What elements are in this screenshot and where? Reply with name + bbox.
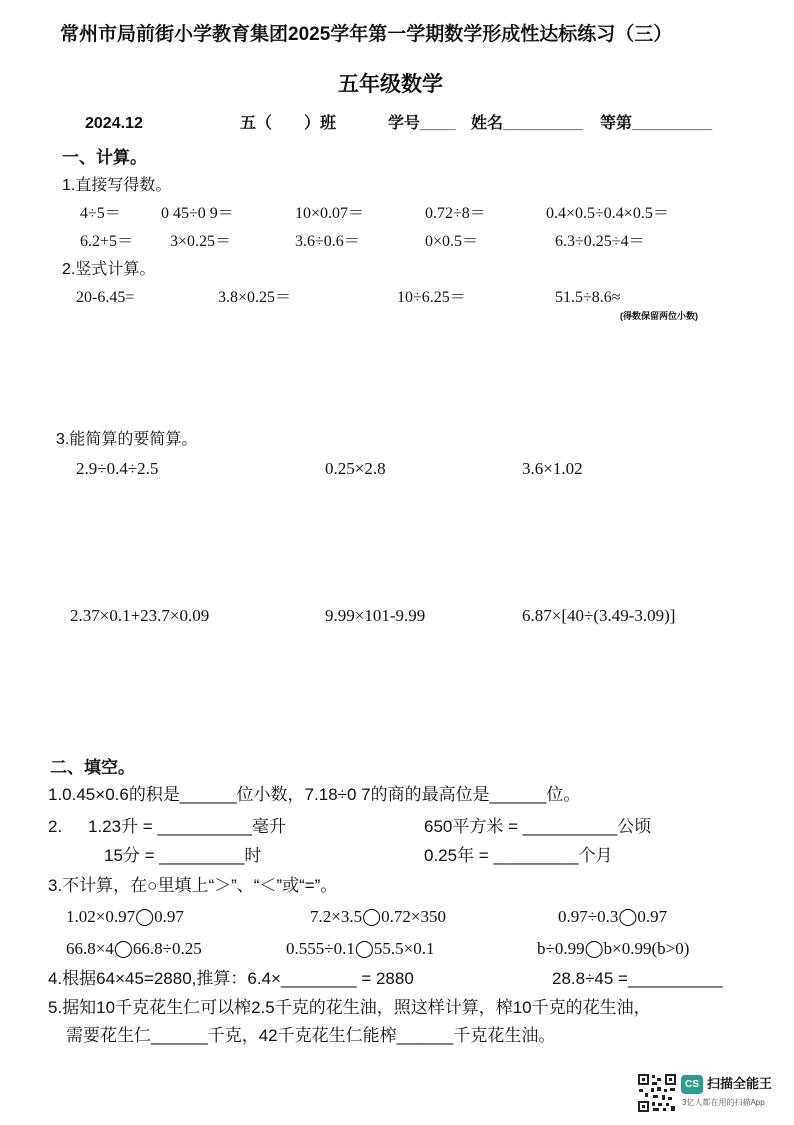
fill-q4-second: 28.8÷45 =__________ xyxy=(552,969,723,988)
q3-label: 3.能简算的要简算。 xyxy=(56,431,198,448)
fill-q2-hectares: 650平方米 = __________公顷 xyxy=(424,817,652,836)
compare-row1-item2: 7.2×3.5◯0.72×350 xyxy=(310,907,446,926)
class-field: 五（ ）班 xyxy=(240,115,337,132)
section1-heading: 一、计算。 xyxy=(62,148,147,167)
compare-row2-item3: b÷0.99◯b×0.99(b>0) xyxy=(537,939,690,958)
compare-row1-item1: 1.02×0.97◯0.97 xyxy=(66,907,184,926)
q1-row1-item5: 0.4×0.5÷0.4×0.5＝ xyxy=(546,205,669,222)
fill-q2-months: 0.25年 = _________个月 xyxy=(424,846,613,865)
q1-row2-item5: 6.3÷0.25÷4＝ xyxy=(555,233,645,250)
fill-q2-litres: 1.23升 = __________毫升 xyxy=(88,817,287,836)
compare-row1-item3: 0.97÷0.3◯0.97 xyxy=(558,907,668,926)
section2-heading: 二、填空。 xyxy=(50,758,135,777)
q1-row1-item4: 0.72÷8＝ xyxy=(425,205,486,222)
q2-item3: 10÷6.25＝ xyxy=(397,289,466,306)
grade-field: 等第_________ xyxy=(600,115,713,132)
fill-q5-line1: 5.据知10千克花生仁可以榨2.5千克的花生油，照这样计算，榨10千克的花生油， xyxy=(48,998,651,1017)
q1-row2-item1: 6.2+5＝ xyxy=(80,233,134,250)
fill-q2-minutes: 15分 = _________时 xyxy=(104,846,262,865)
student-number-field: 学号____ xyxy=(388,115,456,132)
fill-q4: 4.根据64×45=2880,推算：6.4×________ = 2880 xyxy=(48,969,414,988)
date-label: 2024.12 xyxy=(85,115,143,132)
q3-row2-item3: 6.87×[40÷(3.49-3.09)] xyxy=(522,606,676,625)
q1-row2-item4: 0×0.5＝ xyxy=(425,233,479,250)
student-name-field: 姓名_________ xyxy=(471,115,584,132)
q1-row1-item3: 10×0.07＝ xyxy=(295,205,365,222)
q1-label: 1.直接写得数。 xyxy=(62,177,172,194)
fill-q3-label: 3.不计算，在○里填上“＞”、“＜”或“=”。 xyxy=(48,876,338,895)
q3-row1-item1: 2.9÷0.4÷2.5 xyxy=(76,459,159,478)
qr-code-icon xyxy=(637,1073,677,1113)
q1-row1-item1: 4÷5＝ xyxy=(80,205,121,222)
q2-rounding-note: (得数保留两位小数) xyxy=(620,311,698,321)
q2-item4: 51.5÷8.6≈ xyxy=(555,289,621,306)
q3-row1-item2: 0.25×2.8 xyxy=(325,459,386,478)
q3-row1-item3: 3.6×1.02 xyxy=(522,459,583,478)
page-subtitle: 五年级数学 xyxy=(338,73,443,96)
fill-q2-number: 2. xyxy=(48,817,63,836)
scanner-tagline: 3亿人都在用的扫描App xyxy=(682,1098,765,1107)
page-title: 常州市局前街小学教育集团2025学年第一学期数学形成性达标练习（三） xyxy=(60,24,673,45)
compare-row2-item1: 66.8×4◯66.8÷0.25 xyxy=(66,939,202,958)
compare-row2-item2: 0.555÷0.1◯55.5×0.1 xyxy=(286,939,435,958)
fill-q1: 1.0.45×0.6的积是______位小数，7.18÷0 7的商的最高位是______位。 xyxy=(48,785,581,804)
q2-item1: 20-6.45= xyxy=(76,289,135,306)
q3-row2-item2: 9.99×101-9.99 xyxy=(325,606,426,625)
q2-item2: 3.8×0.25＝ xyxy=(218,289,292,306)
fill-q5-line2: 需要花生仁______千克，42千克花生仁能榨______千克花生油。 xyxy=(66,1026,556,1045)
scanner-logo-icon: CS xyxy=(681,1075,703,1094)
q1-row2-item2: 3×0.25＝ xyxy=(170,233,232,250)
q1-row1-item2: 0 45÷0 9＝ xyxy=(161,205,234,222)
q1-row2-item3: 3.6÷0.6＝ xyxy=(295,233,360,250)
scanner-app-name: 扫描全能王 xyxy=(707,1076,773,1091)
q2-label: 2.竖式计算。 xyxy=(62,261,156,278)
q3-row2-item1: 2.37×0.1+23.7×0.09 xyxy=(70,606,210,625)
